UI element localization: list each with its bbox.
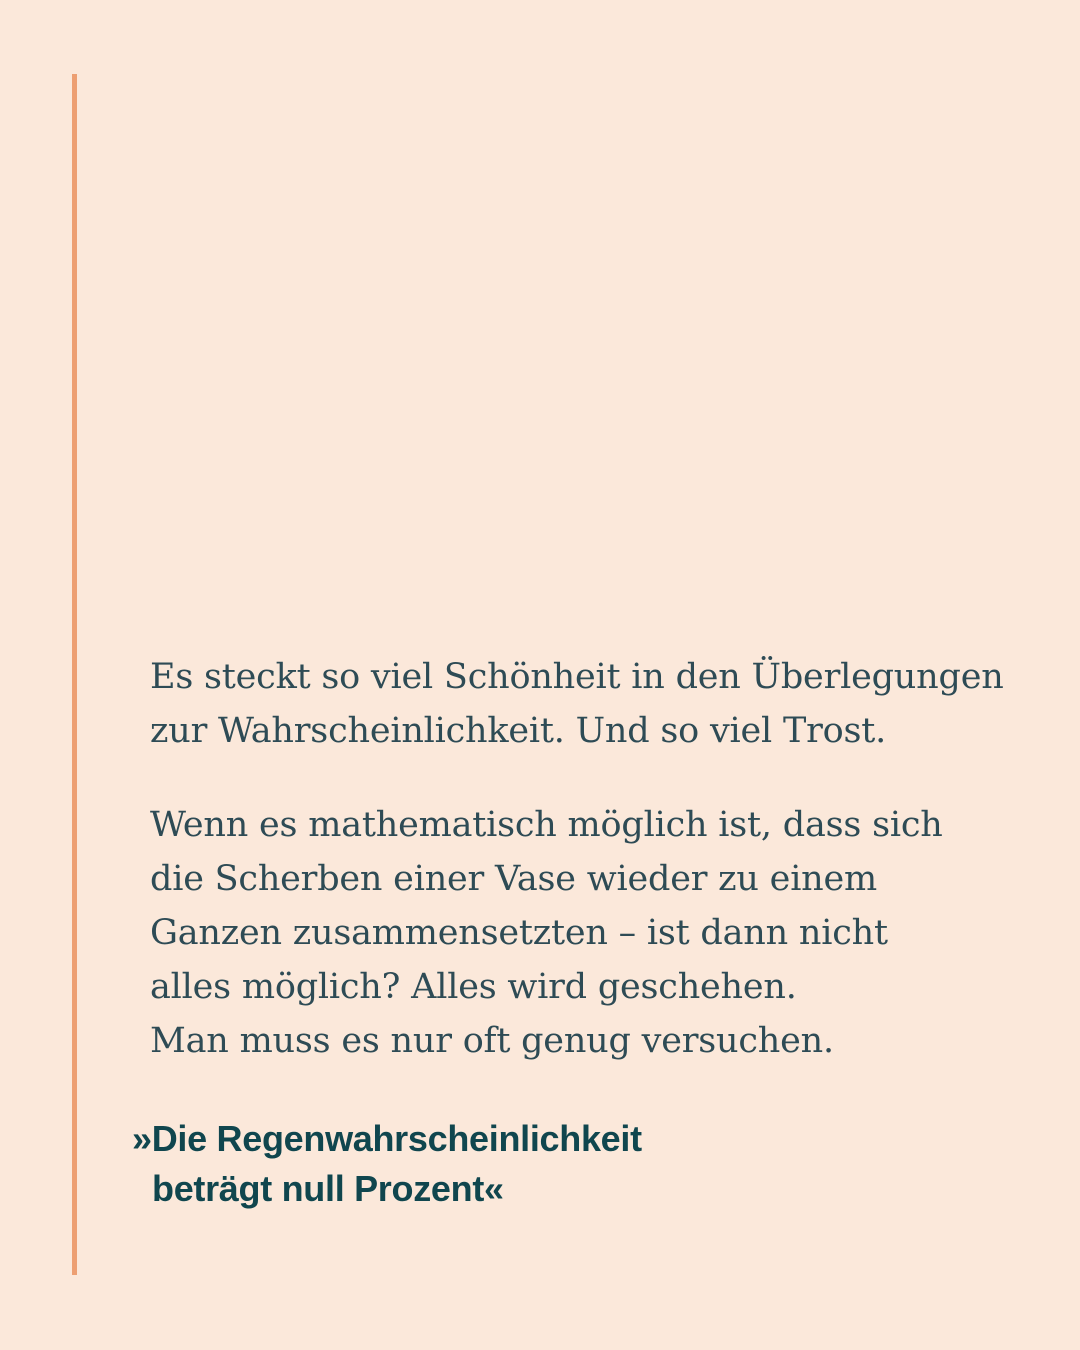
quote-line: Ganzen zusammensetzten – ist dann nicht	[150, 913, 888, 953]
quote-paragraph-1	[150, 650, 1030, 758]
accent-line	[72, 74, 77, 1275]
quote-line: die Scherben einer Vase wieder zu einem	[150, 859, 878, 899]
book-title-line-2: beträgt null Prozent«	[152, 1168, 504, 1209]
quote-line: Es steckt so viel Schönheit in den Überlegungen	[150, 657, 1004, 697]
quote-line: alles möglich? Alles wird geschehen.	[150, 967, 797, 1007]
book-title	[132, 1114, 642, 1214]
book-title-line-1: »Die Regenwahrscheinlichkeit	[132, 1118, 642, 1159]
quote-paragraph-2	[150, 798, 1030, 1068]
quote-text	[150, 650, 1030, 1068]
quote-line: Man muss es nur oft genug versuchen.	[150, 1021, 834, 1061]
quote-line: zur Wahrscheinlichkeit. Und so viel Trost.	[150, 711, 887, 751]
quote-line: Wenn es mathematisch möglich ist, dass sich	[150, 805, 943, 845]
